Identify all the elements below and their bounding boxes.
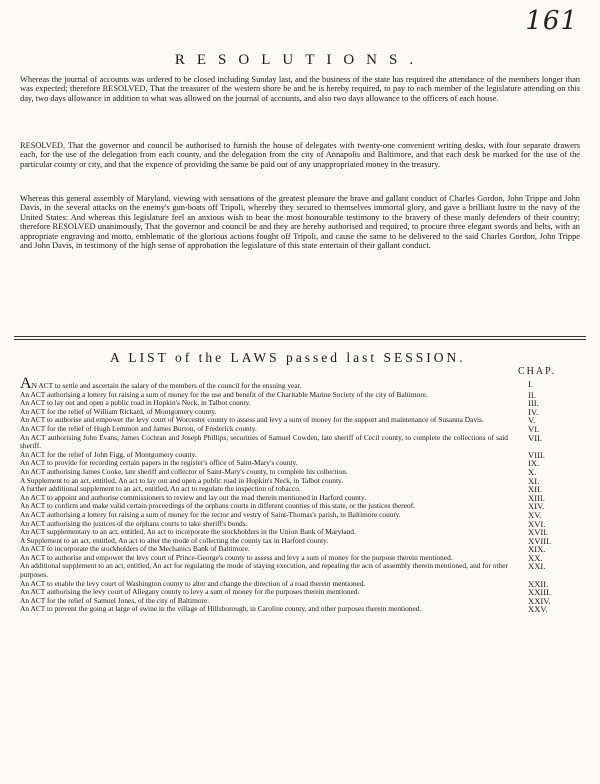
chapter-number: XX. <box>528 552 543 563</box>
law-title: An ACT to lay out and open a public road in Hopkin's Neck, in Talbot county. <box>20 398 251 408</box>
laws-list-title: A LIST of the LAWS passed last SESSION. <box>110 350 466 365</box>
law-title: An ACT to prevent the going at large of swine in the village of Hillsborough, in Caroline county, and other purposes therein mentioned. <box>20 604 422 614</box>
law-list-item <box>20 562 595 579</box>
chapter-number: IV. <box>528 406 539 417</box>
law-title: A Supplement to an act, entitled, An act to alter the mode of collecting the county tax in Harford county. <box>20 535 329 545</box>
resolutions-title: RESOLUTIONS. <box>174 52 426 68</box>
law-list-item <box>20 434 595 451</box>
chapter-number: III. <box>528 398 539 409</box>
law-list-item <box>20 375 595 392</box>
law-title: A further additional supplement to an act, entitled, An act to regulate the inspection of tobacco. <box>20 484 301 494</box>
law-title: A Supplement to an act, entitled, An act to lay out and open a public road in Hopkin's Neck, in Talbot county. <box>20 475 344 485</box>
chapter-number: XVIII. <box>528 535 552 546</box>
chapter-number: XIII. <box>528 492 545 503</box>
law-title: An ACT for the relief of Hugh Lemmon and James Burton, of Frederick county. <box>20 423 257 433</box>
chapter-number: XIV. <box>528 501 545 512</box>
chapter-number: XVI. <box>528 518 546 529</box>
chapter-number: V. <box>528 415 536 426</box>
laws-list <box>20 375 595 615</box>
law-title: An ACT to incorporate the stockholders of the Mechanics Bank of Baltimore. <box>20 544 250 554</box>
chapter-number: XXV. <box>528 604 548 615</box>
chapter-number: X. <box>528 466 537 477</box>
law-title: An ACT authorising the justices of the orphans courts to take sheriff's bonds. <box>20 518 248 528</box>
chapter-number: VII. <box>528 432 543 443</box>
law-title: An ACT to confirm and make valid certain proceedings of the orphans courts in different counties of this state, or the justices thereof. <box>20 501 416 511</box>
law-title: An ACT to authorise and empower the levy court of Prince-George's county to assess and levy a sum of money for the purpose therein mentioned. <box>20 552 453 562</box>
resolution-paragraph: RESOLVED, That the governor and council be authorised to furnish the house of delegates with twenty-one convenient writing desks, with four separate drawers each, for the use of the delegation from each county, and the delegation from the city of Annapolis and Baltimore, and that each desk be marked for the use of the particular county or city, and that the expence of providing the same be paid out of any unappropriated money in the treasury. <box>20 141 580 169</box>
law-title: An ACT to appoint and authorise commissioners to review and lay out the road therein mentioned in Harford county. <box>20 492 367 502</box>
divider <box>14 339 586 340</box>
law-list-item <box>20 605 595 614</box>
law-title: An ACT authorising John Evans, James Cochran and Joseph Phillips, securities of Samuel Cowden, late sheriff of Cecil county, to complete the collections of said sheriff. <box>20 432 508 451</box>
law-title: An ACT authorising a lottery for raising a sum of money for the use and benefit of the Charitable Marine Society of the city of Baltimore. <box>20 389 428 399</box>
chapter-number: XVII. <box>528 527 549 538</box>
chapter-number: VIII. <box>528 449 545 460</box>
divider <box>14 336 586 337</box>
chapter-number: XV. <box>528 509 542 520</box>
resolution-paragraph: Whereas this general assembly of Maryland, viewing with sensations of the greatest pleasure the brave and gallant conduct of Charles Gordon, John Trippe and John Davis, in the several attacks on the enemy's gun-boats off Tripoli, whereby they secured to themselves immortal glory, and gave a brilliant lustre to the navy of the United States: And whereas this legislature feel an anxious wish to bear the most honourable testimony to the bravery of these manly defenders of their country; therefore RESOLVED unanimously, That the governor and council be and they are hereby authorised and required, to procure three elegant swords and belts, with an appropriate engraving and motto, emblematic of the glorious actions fought off Tripoli, and cause the same to be delivered to the said Charles Gordon, John Trippe and John Davis, in testimony of the high sense of approbation the legislature of this state entertain of their gallant conduct. <box>20 194 580 251</box>
law-title: An ACT authorising the levy court of Allegany county to levy a sum of money for the purposes therein mentioned. <box>20 587 360 597</box>
chapter-number: XXIII. <box>528 587 552 598</box>
chapter-number: XXI. <box>528 561 546 572</box>
law-title: An ACT for the relief of William Rickard, of Montgomery county. <box>20 406 217 416</box>
law-title: An ACT to enable the levy court of Washington county to alter and change the direction of a road therein mentioned. <box>20 578 366 588</box>
law-title: An ACT to authorise and empower the levy court of Worcester county to assess and levy a sum of money for the support and maintenance of Susanna Davis. <box>20 415 484 425</box>
chapter-number: XIX. <box>528 544 546 555</box>
law-title: An ACT for the relief of Samuel Jones, of the city of Baltimore. <box>20 595 210 605</box>
law-title: An ACT authorising James Cooke, late sheriff and collector of Saint-Mary's county, to complete his collection. <box>20 466 348 476</box>
law-title: An ACT to provide for recording certain papers in the register's office of Saint-Mary's county. <box>20 458 298 468</box>
law-title: AN ACT to settle and ascertain the salary of the members of the council for the ensuing year. <box>20 375 302 392</box>
chapter-number: XXII. <box>528 578 549 589</box>
chapter-number: VI. <box>528 423 540 434</box>
chapter-number: I. <box>528 379 534 389</box>
chapter-number: XXIV. <box>528 595 551 606</box>
page-number: 161 <box>525 6 578 36</box>
law-title: An ACT authorising a lottery for raising a sum of money for the rector and vestry of Saint-Thomas's parish, in Baltimore county. <box>20 509 401 519</box>
chapter-number: IX. <box>528 458 540 469</box>
resolution-paragraph: Whereas the journal of accounts was ordered to be closed including Sunday last, and the business of the state has required the attendance of the members longer than was expected; therefore RESOLVED, That the treasurer of the western shore be and he is hereby required, to pay to each member of the legislature attending on this day, two days allowance in addition to what was allowed on the journal of accounts, and also two days allowance to the officers of each house. <box>20 75 580 103</box>
chapter-column-header: CHAP. <box>518 366 557 377</box>
chapter-number: XI. <box>528 475 540 486</box>
law-title: An ACT for the relief of John Figg, of Montgomery county. <box>20 449 197 459</box>
chapter-number: II. <box>528 389 536 400</box>
law-title: An additional supplement to an act, entitled, An act for regulating the mode of staying execution, and repealing the acts of assembly therein mentioned, and for other purposes. <box>20 561 508 580</box>
chapter-number: XII. <box>528 484 543 495</box>
law-title: An ACT supplementary to an act, entitled, An act to incorporate the stockholders in the Union Bank of Maryland. <box>20 527 356 537</box>
